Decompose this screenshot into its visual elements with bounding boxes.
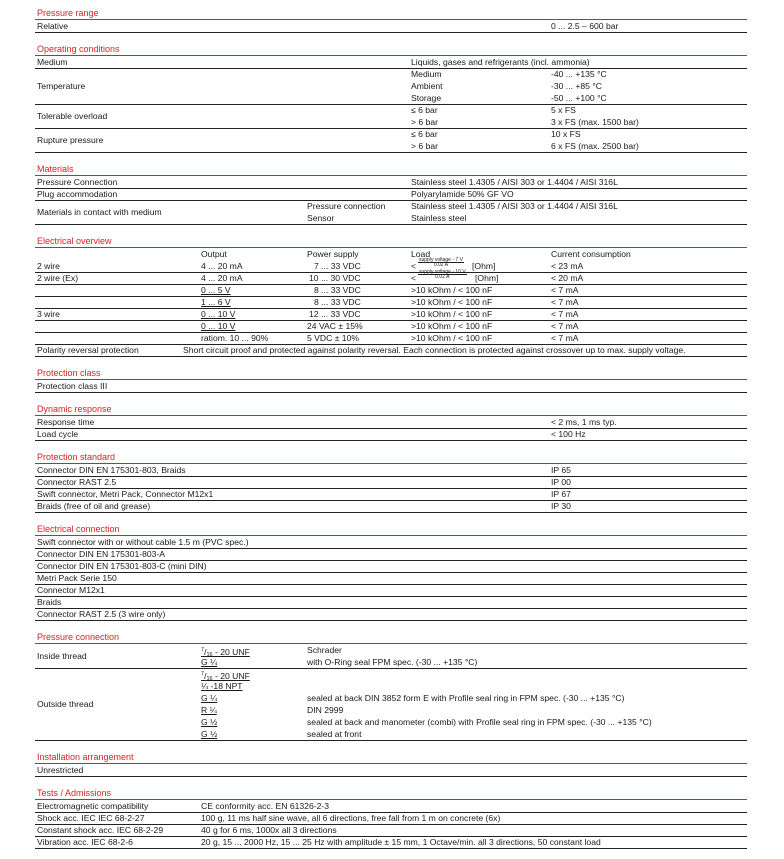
installation-value: Unrestricted	[37, 765, 84, 775]
row-divider	[35, 32, 747, 33]
thread-size-sub: 16	[206, 676, 213, 682]
output-value: 0 ... 10 V	[201, 321, 236, 331]
temp-row-name: Storage	[411, 93, 442, 103]
protection-row-label: Swift connector, Metri Pack, Connector M12x1	[37, 489, 214, 499]
thread-size-rest: - 20 UNF	[212, 671, 250, 681]
header-power-supply: Power supply	[307, 249, 359, 259]
row-label-2-wire: 2 wire	[37, 261, 60, 271]
row-label-3-wire: 3 wire	[37, 309, 60, 319]
row-divider	[35, 428, 747, 429]
rupture-value: 10 x FS	[551, 129, 581, 139]
section-rule	[35, 535, 747, 536]
connection-option: Connector DIN EN 175301-803-C (mini DIN)	[37, 561, 207, 571]
overload-value: 5 x FS	[551, 105, 576, 115]
supply-value: 7 ... 33 VDC	[314, 261, 361, 271]
test-row-value: 20 g, 15 ... 2000 Hz, 15 ... 25 Hz with amplitude ± 15 mm, 1 Octave/min. all 3 directions, 50 constant load	[201, 837, 601, 847]
supply-value: 12 ... 33 VDC	[309, 309, 361, 319]
contact-part: Pressure connection	[307, 201, 386, 211]
materials-row-value: Polyarylamide 50% GF VO	[411, 189, 514, 199]
thread-desc: DIN 2999	[307, 705, 344, 715]
connection-option: Swift connector with or without cable 1.5 m (PVC spec.)	[37, 537, 249, 547]
row-divider	[35, 740, 747, 741]
overload-label: Tolerable overload	[37, 111, 108, 121]
row-divider	[35, 476, 747, 477]
header-output: Output	[201, 249, 227, 259]
thread-desc: sealed at front	[307, 729, 362, 739]
row-divider	[35, 848, 747, 849]
row-divider	[35, 620, 747, 621]
row-divider	[35, 320, 747, 321]
load-denominator: 0.02 A	[433, 262, 449, 268]
section-rule	[35, 415, 747, 416]
connection-option: Connector M12x1	[37, 585, 105, 595]
thread-size: $^7$/16 - 20 UNF	[201, 671, 250, 682]
section-rule	[35, 247, 747, 248]
row-divider	[35, 392, 747, 393]
test-row-value: CE conformity acc. EN 61326-2-3	[201, 801, 330, 811]
protection-row-label: Connector RAST 2.5	[37, 477, 117, 487]
connection-option: Metri Pack Serie 150	[37, 573, 117, 583]
section-rule	[35, 799, 747, 800]
thread-size-sup: 7	[201, 647, 205, 653]
row-divider	[35, 68, 747, 69]
section-title-materials: Materials	[37, 164, 74, 174]
row-divider	[35, 200, 747, 201]
row-divider	[35, 332, 747, 333]
consumption-value: < 20 mA	[551, 273, 584, 283]
row-divider	[35, 512, 747, 513]
section-rule	[35, 175, 747, 176]
polarity-label: Polarity reversal protection	[37, 345, 139, 355]
load-value: >10 kOhm / < 100 nF	[411, 297, 493, 307]
contact-value: Stainless steel	[411, 213, 467, 223]
row-divider	[35, 284, 747, 285]
connection-option: Connector DIN EN 175301-803-A	[37, 549, 166, 559]
consumption-value: < 23 mA	[551, 261, 584, 271]
protection-row-value: IP 65	[551, 465, 571, 475]
output-value: 0 ... 10 V	[201, 309, 236, 319]
protection-row-value: IP 30	[551, 501, 571, 511]
section-rule	[35, 379, 747, 380]
consumption-value: < 7 mA	[551, 297, 579, 307]
contact-value: Stainless steel 1.4305 / AISI 303 or 1.4404 / AISI 316L	[411, 201, 618, 211]
row-divider	[35, 152, 747, 153]
section-title-installation: Installation arrangement	[37, 752, 134, 762]
temp-row-value: -40 ... +135 °C	[551, 69, 607, 79]
section-rule	[35, 19, 747, 20]
protection-class-value: Protection class III	[37, 381, 108, 391]
test-row-label: Electromagnetic compatibility	[37, 801, 149, 811]
load-unit: [Ohm]	[475, 273, 499, 283]
pressure-range-label: Relative	[37, 21, 69, 31]
load-formula	[418, 270, 467, 279]
section-title-tests: Tests / Admissions	[37, 788, 112, 798]
section-rule	[35, 463, 747, 464]
output-value: ratiom. 10 ... 90%	[201, 333, 269, 343]
contact-label: Materials in contact with medium	[37, 207, 162, 217]
thread-size: ¼ -18 NPT	[201, 681, 243, 691]
section-title-operating-conditions: Operating conditions	[37, 44, 120, 54]
rupture-label: Rupture pressure	[37, 135, 104, 145]
load-value: >10 kOhm / < 100 nF	[411, 333, 493, 343]
temp-row-name: Medium	[411, 69, 442, 79]
load-value: >10 kOhm / < 100 nF	[411, 285, 493, 295]
outside-thread-label: Outside thread	[37, 699, 94, 709]
test-row-value: 100 g, 11 ms half sine wave, all 6 directions, free fall from 1 m on concrete (6x)	[201, 813, 501, 823]
thread-size: G ½	[201, 729, 218, 739]
load-value: >10 kOhm / < 100 nF	[411, 321, 493, 331]
thread-desc: sealed at back and manometer (combi) with Profile seal ring in FPM spec. (-30 ... +135 °C)	[307, 717, 652, 727]
load-formula	[418, 258, 464, 267]
inside-thread-label: Inside thread	[37, 651, 87, 661]
consumption-value: < 7 mA	[551, 321, 579, 331]
connection-option: Connector RAST 2.5 (3 wire only)	[37, 609, 166, 619]
dynamic-row-label: Load cycle	[37, 429, 79, 439]
load-denominator: 0.02 A	[435, 274, 450, 280]
row-divider	[35, 572, 747, 573]
thread-size-sub: 16	[206, 652, 213, 658]
supply-value: 8 ... 33 VDC	[314, 285, 361, 295]
section-title-dynamic-response: Dynamic response	[37, 404, 112, 414]
consumption-value: < 7 mA	[551, 309, 579, 319]
rupture-cond: ≤ 6 bar	[411, 129, 438, 139]
consumption-value: < 7 mA	[551, 285, 579, 295]
materials-row-label: Pressure Connection	[37, 177, 118, 187]
thread-size: G ½	[201, 717, 218, 727]
load-numerator: supply voltage - 7 V	[419, 257, 463, 263]
section-title-pressure-connection: Pressure connection	[37, 632, 120, 642]
dynamic-row-value: < 2 ms, 1 ms typ.	[551, 417, 617, 427]
overload-cond: > 6 bar	[411, 117, 438, 127]
row-divider	[35, 296, 747, 297]
thread-size-rest: - 20 UNF	[212, 647, 250, 657]
protection-row-value: IP 67	[551, 489, 571, 499]
connection-option: Braids	[37, 597, 62, 607]
supply-value: 24 VAC ± 15%	[307, 321, 363, 331]
row-divider	[35, 308, 747, 309]
thread-size: $^7$/16 - 20 UNF	[201, 647, 250, 658]
protection-row-value: IP 00	[551, 477, 571, 487]
header-load: Load	[411, 249, 431, 259]
thread-desc: with O-Ring seal FPM spec. (-30 ... +135 °C)	[307, 657, 478, 667]
load-unit: [Ohm]	[472, 261, 496, 271]
section-rule	[35, 763, 747, 764]
supply-value: 10 ... 30 VDC	[309, 273, 361, 283]
row-divider	[35, 596, 747, 597]
protection-row-label: Braids (free of oil and grease)	[37, 501, 151, 511]
header-current-consumption: Current consumption	[551, 249, 631, 259]
temperature-label: Temperature	[37, 81, 86, 91]
row-divider	[35, 104, 747, 105]
row-divider	[35, 188, 747, 189]
section-title-protection-class: Protection class	[37, 368, 101, 378]
supply-value: 5 VDC ± 10%	[307, 333, 360, 343]
section-title-pressure-range: Pressure range	[37, 8, 99, 18]
temp-row-value: -50 ... +100 °C	[551, 93, 607, 103]
load-value: >10 kOhm / < 100 nF	[411, 309, 493, 319]
overload-cond: ≤ 6 bar	[411, 105, 438, 115]
row-divider	[35, 356, 747, 357]
section-title-electrical-overview: Electrical overview	[37, 236, 112, 246]
section-title-protection-standard: Protection standard	[37, 452, 116, 462]
rupture-cond: > 6 bar	[411, 141, 438, 151]
row-divider	[35, 668, 747, 669]
polarity-value: Short circuit proof and protected against polarity reversal. Each connection is protected against crossover up to max. supply voltage.	[183, 345, 686, 355]
materials-row-label: Plug accommodation	[37, 189, 118, 199]
temp-row-value: -30 ... +85 °C	[551, 81, 602, 91]
thread-desc: sealed at back DIN 3852 form E with Profile seal ring in FPM spec. (-30 ... +135 °C)	[307, 693, 625, 703]
medium-label: Medium	[37, 57, 68, 67]
section-rule	[35, 643, 747, 644]
dynamic-row-value: < 100 Hz	[551, 429, 586, 439]
dynamic-row-label: Response time	[37, 417, 95, 427]
test-row-label: Shock acc. IEC IEC 68-2-27	[37, 813, 145, 823]
section-title-electrical-connection: Electrical connection	[37, 524, 120, 534]
contact-part: Sensor	[307, 213, 335, 223]
consumption-value: < 7 mA	[551, 333, 579, 343]
row-divider	[35, 224, 747, 225]
thread-size: G ¼	[201, 693, 218, 703]
protection-row-label: Connector DIN EN 175301-803, Braids	[37, 465, 186, 475]
thread-size: G ¼	[201, 657, 218, 667]
output-value: 1 ... 6 V	[201, 297, 231, 307]
output-value: 0 ... 5 V	[201, 285, 231, 295]
rupture-value: 6 x FS (max. 2500 bar)	[551, 141, 639, 151]
thread-desc: Schrader	[307, 645, 342, 655]
load-less-than: <	[411, 273, 417, 283]
thread-size: R ¼	[201, 705, 217, 715]
pressure-range-value: 0 ... 2.5 – 600 bar	[551, 21, 619, 31]
test-row-label: Vibration acc. IEC 68-2-6	[37, 837, 133, 847]
row-divider	[35, 584, 747, 585]
medium-value: Liquids, gases and refrigerants (incl. ammonia)	[411, 57, 590, 67]
test-row-value: 40 g for 6 ms, 1000x all 3 directions	[201, 825, 337, 835]
row-divider	[35, 776, 747, 777]
overload-value: 3 x FS (max. 1500 bar)	[551, 117, 639, 127]
row-label-2-wire-ex: 2 wire (Ex)	[37, 273, 79, 283]
load-numerator: supply voltage - 10 V	[419, 269, 466, 275]
supply-value: 8 ... 33 VDC	[314, 297, 361, 307]
row-divider	[35, 128, 747, 129]
output-value: 4 ... 20 mA	[201, 261, 243, 271]
temp-row-name: Ambient	[411, 81, 443, 91]
output-value: 4 ... 20 mA	[201, 273, 243, 283]
thread-size-sup: 7	[201, 671, 205, 677]
section-rule	[35, 55, 747, 56]
test-row-label: Constant shock acc. IEC 68-2-29	[37, 825, 164, 835]
row-divider	[35, 440, 747, 441]
materials-row-value: Stainless steel 1.4305 / AISI 303 or 1.4404 / AISI 316L	[411, 177, 618, 187]
load-less-than: <	[411, 261, 417, 271]
